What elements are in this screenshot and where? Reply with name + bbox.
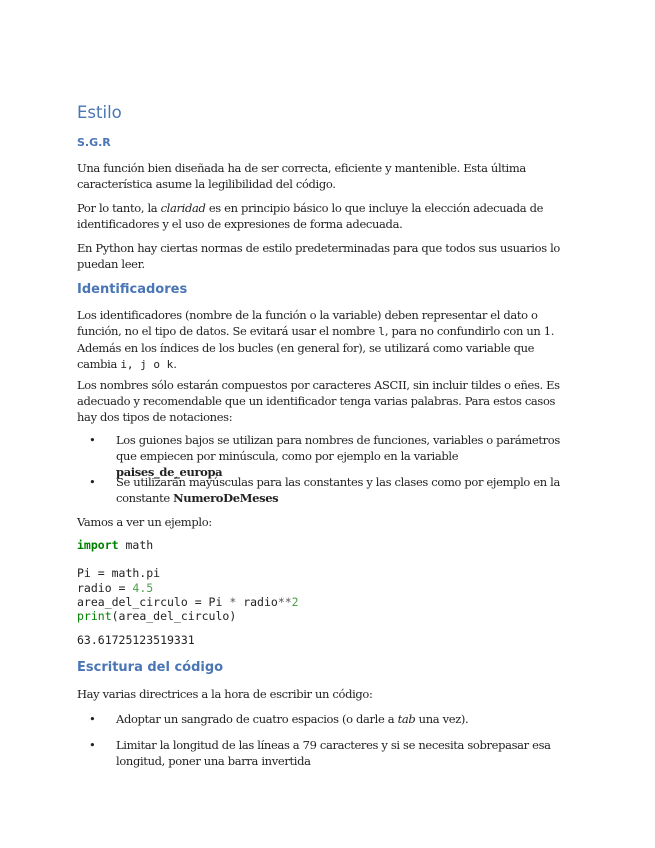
list-item-strong: paises_de_europa: [116, 465, 223, 479]
list-item-text: [116, 432, 566, 480]
page-title: Estilo: [77, 103, 122, 122]
heading-identificadores: Identificadores: [77, 282, 188, 297]
code-number: 4.5: [132, 580, 154, 595]
code-line-5-rest: (area_del_circulo): [111, 609, 237, 624]
escritura-paragraph-1: Hay varias directrices a la hora de escribir un código:: [77, 687, 373, 701]
code-builtin-print: print: [77, 609, 112, 624]
intro-p2-start: Por lo tanto, la: [77, 201, 161, 215]
example-intro: Vamos a ver un ejemplo:: [77, 515, 212, 529]
intro-paragraph-1: Una función bien diseñada ha de ser correcta, eficiente y mantenible. Esta última característica asume la legilibilidad del código.: [77, 161, 526, 191]
code-line-1-rest: math: [118, 538, 154, 552]
code-operator: **: [277, 594, 292, 609]
list-item-text: [116, 711, 566, 727]
list-item-body: Los guiones bajos se utilizan para nombres de funciones, variables o parámetros que empiecen por minúscula, como por ejemplo en la variable: [116, 433, 560, 463]
list-item-body: Adoptar un sangrado de cuatro espacios (o darle a: [116, 712, 398, 726]
bullet-icon: •: [89, 433, 96, 447]
code-block: [77, 538, 299, 623]
code-line-4-mid: radio: [236, 594, 278, 609]
intro-paragraph-2: [77, 200, 575, 232]
bullet-icon: •: [89, 738, 96, 752]
inline-code-ijk: i, j o k: [120, 358, 174, 371]
code-output: 63.61725123519331: [77, 633, 195, 647]
code-operator: *: [229, 594, 237, 609]
list-item-body: Se utilizarán mayúsculas para las constantes y las clases como por ejemplo en la constante: [116, 475, 560, 505]
code-line-4-start: area_del_circulo = Pi: [77, 594, 230, 609]
tab-emphasis: tab: [397, 712, 416, 726]
claridad-emphasis: claridad: [160, 201, 206, 215]
intro-p2-end: es en principio básico lo que incluye la elección adecuada de identificadores y el uso de expresiones de forma adecuada.: [77, 201, 544, 231]
id-p1-a: Los identificadores (nombre de la función o la variable) deben representar el dato o función, no el tipo de datos. Se evitará usar el nombre: [77, 308, 538, 338]
id-p1-c: . Además en los índices de los bucles (en general for), se utilizará como variable que cambia: [77, 324, 555, 371]
inline-code-l: l: [378, 325, 385, 338]
identificadores-paragraph-2: Los nombres sólo estarán compuestos por caracteres ASCII, sin incluir tildes o eñes. Es adecuado y recomendable que un identificador tenga varias palabras. Para estos casos hay dos tipos de notaciones:: [77, 378, 560, 424]
list-item-end: una vez).: [415, 712, 469, 726]
list-item-text: [116, 474, 566, 506]
heading-escritura: Escritura del código: [77, 660, 224, 675]
list-item-strong: NumeroDeMeses: [173, 491, 279, 505]
inline-one: 1: [543, 324, 551, 338]
identificadores-paragraph-1: [77, 307, 575, 373]
bullet-icon: •: [89, 475, 96, 489]
intro-paragraph-3: En Python hay ciertas normas de estilo predeterminadas para que todos sus usuarios lo puedan leer.: [77, 241, 560, 271]
list-item-text: Limitar la longitud de las líneas a 79 caracteres y si se necesita sobrepasar esa longitud, poner una barra invertida: [116, 738, 551, 768]
code-line-2: Pi = math.pi: [77, 566, 161, 581]
bullet-icon: •: [89, 712, 96, 726]
code-number: 2: [291, 594, 299, 609]
author-label: S.G.R: [77, 136, 111, 149]
id-p1-d: .: [173, 357, 177, 371]
code-line-3-start: radio =: [77, 580, 133, 595]
id-p1-b: , para no confundirlo con un: [384, 324, 544, 338]
code-keyword-import: import: [77, 538, 119, 552]
